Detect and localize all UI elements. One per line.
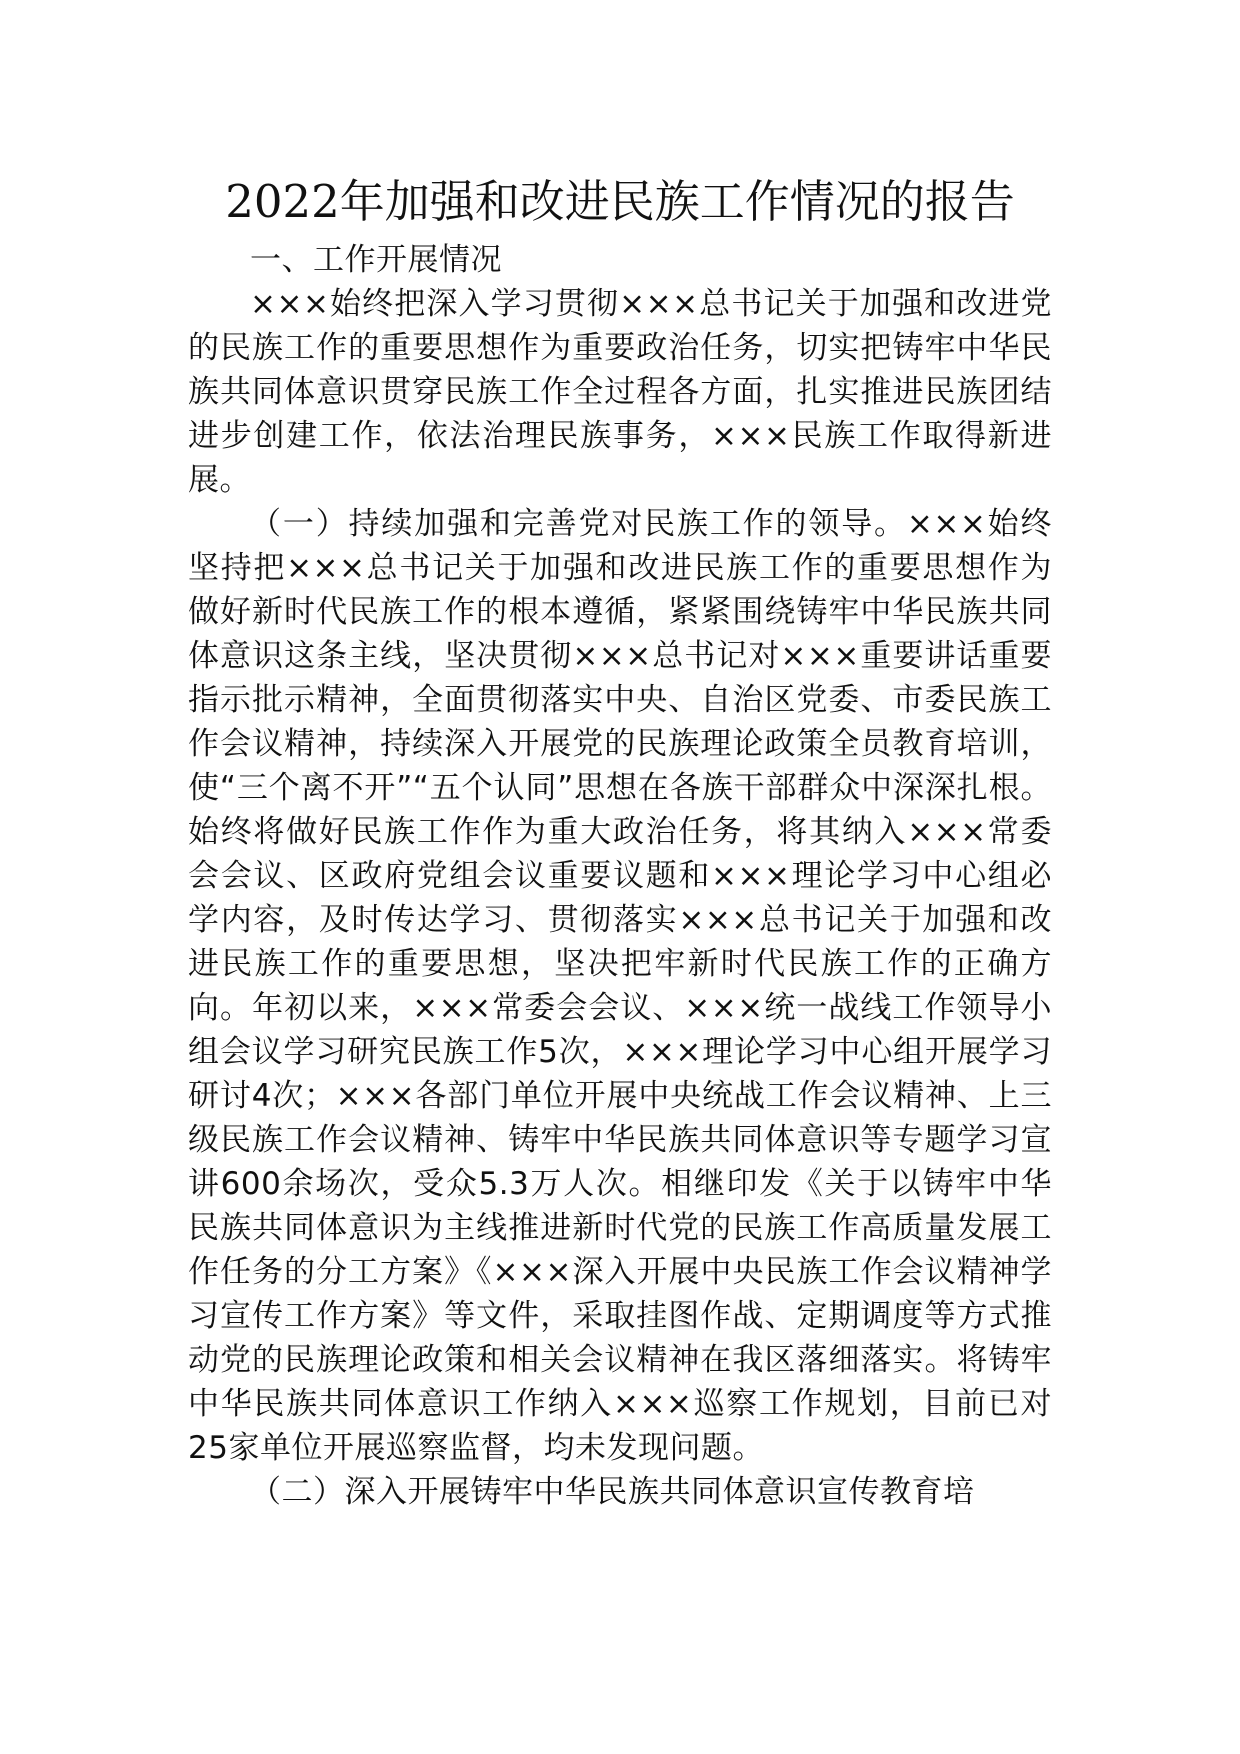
document-title: 2022年加强和改进民族工作情况的报告 [225,175,1015,228]
paragraph-intro: ×××始终把深入学习贯彻×××总书记关于加强和改进党的民族工作的重要思想作为重要政治任务，切实把铸牢中华民族共同体意识贯穿民族工作全过程各方面，扎实推进民族团结进步创建工作，依法治理民族事务，×××民族工作取得新进展。 [188,286,1052,498]
section-heading: 一、工作开展情况 [250,242,502,278]
document-body [188,166,1052,1514]
paragraph-section-one: （一）持续加强和完善党对民族工作的领导。×××始终坚持把×××总书记关于加强和改进民族工作的重要思想作为做好新时代民族工作的根本遵循，紧紧围绕铸牢中华民族共同体意识这条主线，坚决贯彻×××总书记对×××重要讲话重要指示批示精神，全面贯彻落实中央、自治区党委、市委民族工作会议精神，持续深入开展党的民族理论政策全员教育培训，使“三个离不开”“五个认同”思想在各族干部群众中深深扎根。始终将做好民族工作作为重大政治任务，将其纳入×××常委会会议、区政府党组会议重要议题和×××理论学习中心组必学内容，及时传达学习、贯彻落实×××总书记关于加强和改进民族工作的重要思想，坚决把牢新时代民族工作的正确方向。年初以来，×××常委会会议、×××统一战线工作领导小组会议学习研究民族工作5次，×××理论学习中心组开展学习研讨4次；×××各部门单位开展中央统战工作会议精神、上三级民族工作会议精神、铸牢中华民族共同体意识等专题学习宣讲600余场次，受众5.3万人次。相继印发《关于以铸牢中华民族共同体意识为主线推进新时代党的民族工作高质量发展工作任务的分工方案》《×××深入开展中央民族工作会议精神学习宣传工作方案》等文件，采取挂图作战、定期调度等方式推动党的民族理论政策和相关会议精神在我区落细落实。将铸牢中华民族共同体意识工作纳入×××巡察工作规划，目前已对25家单位开展巡察监督，均未发现问题。 [188,506,1052,1466]
paragraph-section-two: （二）深入开展铸牢中华民族共同体意识宣传教育培 [250,1474,975,1510]
